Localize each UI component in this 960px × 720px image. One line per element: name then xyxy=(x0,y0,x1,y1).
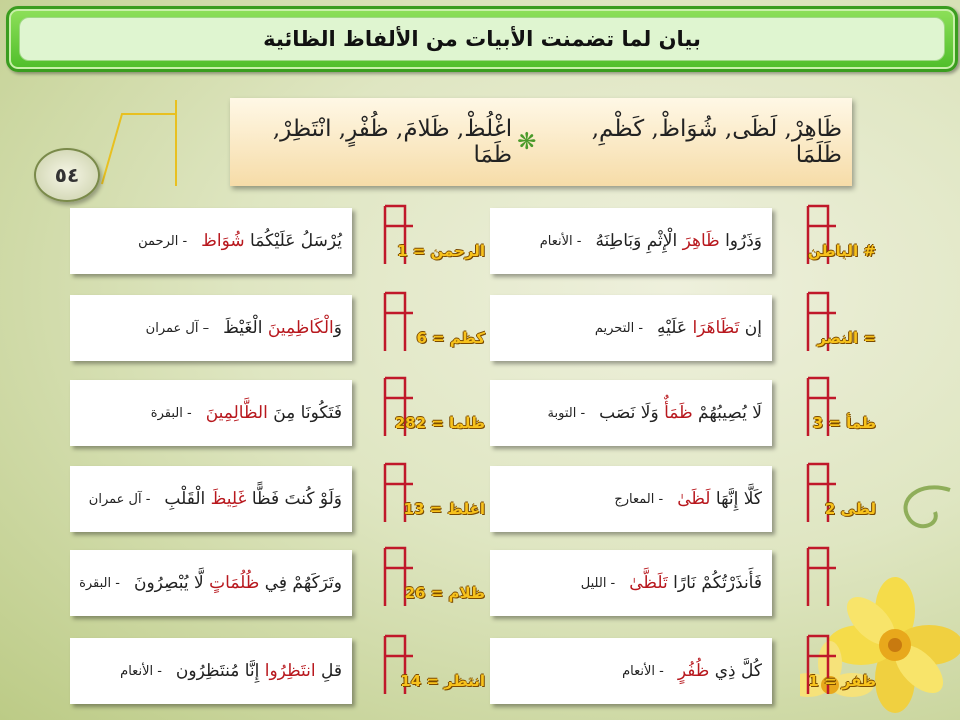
verse-text xyxy=(657,318,762,338)
verse-post: الْقَلْبِ xyxy=(164,489,211,509)
surah-name: - الأنعام xyxy=(622,663,664,679)
verse-pre: وتَرَكَهُمْ فِي xyxy=(259,573,342,593)
verse-pre: كُلَّ ذِي xyxy=(709,661,762,681)
verse-card xyxy=(70,550,352,616)
verse-card xyxy=(490,638,772,704)
count-tag: الرحمن = 1 xyxy=(397,242,485,260)
verse-post: إِنَّا مُنتَظِرُون xyxy=(175,661,265,681)
verse-keyword: انتَظِرُوا xyxy=(264,661,316,681)
verse-pre: لَا يُصِيبُهُمْ xyxy=(692,403,762,423)
surah-name: - التحريم xyxy=(594,320,644,336)
verse-pre: يُرْسَلُ عَلَيْكُمَا xyxy=(244,231,342,251)
verse-card xyxy=(70,208,352,274)
verse-text xyxy=(223,318,342,338)
verse-text xyxy=(176,661,342,681)
verse-post: الْغَيْظَ xyxy=(223,318,268,338)
surah-name: - البقرة xyxy=(79,575,120,591)
verse-pre: كَلَّا إِنَّهَا xyxy=(710,489,762,509)
verse-card xyxy=(490,295,772,361)
verse-post: وَلَا نَصَب xyxy=(599,403,665,423)
surah-name: - المعارج xyxy=(614,491,664,507)
bracket-marker xyxy=(806,546,840,608)
surah-name: - الليل xyxy=(580,575,616,591)
verse-keyword: غَلِيظَ xyxy=(210,489,247,509)
verse-card xyxy=(490,208,772,274)
verse-keyword: الْكَاظِمِينَ xyxy=(267,318,334,338)
surah-name: - الرحمن xyxy=(138,233,188,249)
verse-keyword: تَظَاهَرَا xyxy=(692,318,740,338)
verse-card xyxy=(490,550,772,616)
surah-name: - آل عمران xyxy=(88,491,151,507)
count-tag: ظلام = 26 xyxy=(404,584,485,602)
verse-pre: فَأَنذَرْتُكُمْ نَارًا xyxy=(667,573,762,593)
count-tag: اغلظ = 13 xyxy=(403,500,485,518)
count-tag: ظمأ = 3 xyxy=(812,414,876,432)
verse-card xyxy=(70,638,352,704)
word-list-part1: ظَاهِرْ, لَظَى, شُوَاظْ, كَظْمِ, ظَلَمَا xyxy=(591,116,842,168)
surah-name: - الأنعام xyxy=(539,233,582,249)
verse-pre: إن xyxy=(739,318,762,338)
verse-keyword: تَلَظَّىٰ xyxy=(629,573,668,593)
verse-card xyxy=(70,466,352,532)
verse-text xyxy=(201,231,342,251)
count-tag: ظفر = 1 xyxy=(808,672,876,690)
verse-keyword: ظُفُرٍ xyxy=(677,661,710,681)
title-banner xyxy=(6,6,958,72)
count-tag: كظم = 6 xyxy=(416,329,485,347)
surah-name: - البقرة xyxy=(150,405,192,421)
count-tag: انتظر = 14 xyxy=(400,672,485,690)
flower-icon: ❋ xyxy=(517,129,537,155)
verse-text xyxy=(629,573,762,593)
verse-card xyxy=(70,380,352,446)
verse-text xyxy=(134,573,342,593)
verse-pre: وَ xyxy=(333,318,342,338)
verse-keyword: لَظَىٰ xyxy=(677,489,711,509)
verse-keyword: ظَاهِرَ xyxy=(682,231,720,251)
page-number-badge xyxy=(34,148,100,202)
verse-post: لَّا يُبْصِرُونَ xyxy=(133,573,210,593)
verse-text xyxy=(206,403,342,423)
count-tag: = النصر xyxy=(817,329,876,347)
slide-title: بيان لما تضمنت الأبيات من الألفاظ الظائية xyxy=(19,17,945,61)
verse-post: الْإِثْمِ وَبَاطِنَهُ xyxy=(595,231,683,251)
verse-post: عَلَيْهِ xyxy=(657,318,693,338)
count-tag: ظلما = 282 xyxy=(394,414,485,432)
decorative-bracket-lines xyxy=(100,98,180,188)
verse-text xyxy=(678,661,762,681)
surah-name: – آل عمران xyxy=(145,320,210,336)
verse-pre: وَذَرُوا xyxy=(719,231,762,251)
verse-keyword: شُوَاظ xyxy=(201,231,245,251)
verse-text xyxy=(164,489,342,509)
verse-pre: قلِ xyxy=(315,661,342,681)
verse-keyword: ظَمَأٌ xyxy=(664,403,693,423)
surah-name: - الأنعام xyxy=(120,663,162,679)
word-list-box xyxy=(230,98,852,186)
count-tag: لظى 2 xyxy=(824,500,876,518)
verse-keyword: الظَّالِمِينَ xyxy=(205,403,268,423)
verse-card xyxy=(490,380,772,446)
verse-card xyxy=(70,295,352,361)
verse-pre: وَلَوْ كُنتَ فَظًّا xyxy=(246,489,342,509)
verse-text xyxy=(599,403,762,423)
verse-pre: فَتَكُونَا مِنَ xyxy=(267,403,342,423)
page-number: ٥٤ xyxy=(54,163,80,187)
verse-card xyxy=(490,466,772,532)
verse-text xyxy=(595,231,762,251)
surah-name: - التوبة xyxy=(547,405,586,421)
word-list-part2: اغْلُظْ, ظَلامَ, ظُفْرٍ, انْتَظِرْ, ظَمَا xyxy=(272,116,513,168)
count-tag: # الباطن xyxy=(808,242,876,260)
verse-keyword: ظُلُمَاتٍ xyxy=(209,573,260,593)
verse-text xyxy=(677,489,762,509)
